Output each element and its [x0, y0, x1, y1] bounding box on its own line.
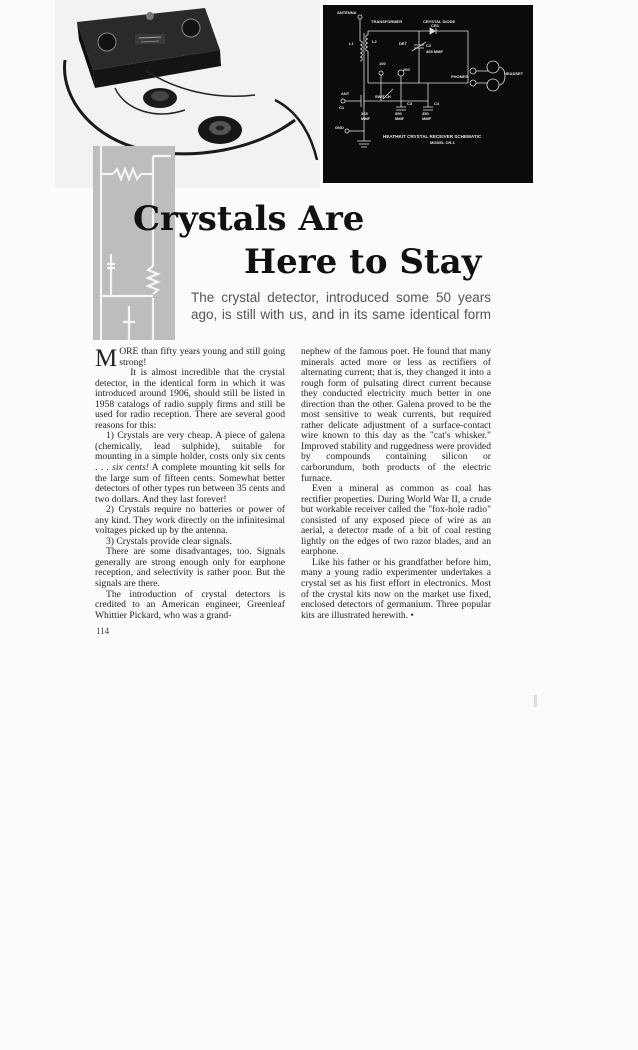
schematic-label-c1-value-a: 365 [361, 111, 368, 116]
schematic-label-ant: ANT [341, 91, 350, 96]
paragraph-3: 1) Crystals are very cheap. A piece of galena (chemically, lead sulphide), suitable for mounting in a simple holder, costs only six cents . . . six cents! A complete mounting kit sells for the large sum of fifteen cents. Somewhat better detectors of other types run between 35 cents and two dollars. And they last forever! [95, 430, 286, 505]
paragraph-6: There are some disadvantages, too. Signals generally are strong enough only for earphone reception, and selectivity is rather poor. But the signals are there. [95, 546, 285, 590]
schematic-label-l2: L2 [372, 39, 377, 44]
paragraph-9: Even a mineral as common as coal has rectifier properties. During World War II, a crude but workable receiver called the "fox-hole radio" consisted of any exposed piece of wire as an aerial, a detector made of a bit of coal resting lightly on the edges of two razor blades, and an earphone. [301, 483, 491, 558]
schematic-label-r200: 200 [403, 67, 410, 72]
schematic-label-switch: SWITCH [375, 94, 391, 99]
schematic-label-crystal-diode: CRYSTAL DIODE [423, 19, 456, 24]
schematic-label-gnd: GND [335, 125, 344, 130]
schematic-label-c2-value: 365 MMF [426, 49, 443, 54]
schematic-label-phones: PHONES [451, 74, 468, 79]
schematic-label-c2: C2 [426, 43, 432, 48]
paragraph-4: 2) Crystals require no batteries or power of any kind. They work directly on the infinitesimal voltages picked up by the antenna. [95, 504, 285, 537]
schematic-caption: HEATHKIT CRYSTAL RECEIVER SCHEMATIC [383, 134, 482, 139]
article-dek-line-1: The crystal detector, introduced some 50 years [191, 290, 491, 305]
schematic-label-headset: HEADSET [504, 71, 524, 76]
article-dek-line-2: ago, is still with us, and in its same identical form [191, 307, 491, 322]
paragraph-8: nephew of the famous poet. He found that many minerals acted more or less as rectifiers of alternating current; that is, they changed it into a rough form of pulsating direct current because they conducted electricity much better in one direction than the other. Galena proved to be the most sensitive to weak currents, but required rather delicate adjustment of a surface-contact wire known to this day as the "cat's whisker." Improved stability and ruggedness were provided by compounds containing silicon or carborundum, both products of the electric furnace. [301, 346, 491, 484]
schematic-label-l1: L1 [349, 41, 354, 46]
schematic-label-c3-value-b: MMF [395, 116, 405, 121]
schematic-label-c4: C4 [434, 101, 440, 106]
article-column-2 [301, 347, 491, 621]
schematic-label-antenna: ANTENNA [337, 10, 357, 15]
schematic-label-det: DET [399, 41, 407, 46]
schematic-label-cr1: CR1 [431, 23, 440, 28]
schematic-label-c3: C3 [407, 101, 413, 106]
schematic-label-c1: C1 [339, 105, 345, 110]
scan-mark [534, 695, 537, 707]
page-number: 114 [96, 626, 110, 636]
schematic-label-c3-value-a: 350 [395, 111, 402, 116]
schematic-label-c4-value-b: MMF [422, 116, 432, 121]
decorative-schematic-panel [93, 146, 175, 340]
paragraph-1: MORE than fifty years young and still going strong! [95, 345, 285, 372]
paragraph-2: It is almost incredible that the crystal detector, in the identical form in which it was introduced around 1906, should still be listed in 1958 catalogs of radio supply firms and still be used for radio reception. There are several good reasons for this: [95, 367, 285, 431]
receiver-schematic [323, 5, 533, 183]
schematic-label-r100: 100 [379, 61, 386, 66]
paragraph-5: 3) Crystals provide clear signals. [106, 535, 233, 547]
article-title-line-1: Crystals Are [133, 199, 365, 239]
schematic-model: MODEL CR-1 [430, 140, 455, 145]
paragraph-10: Like his father or his grandfather before him, many a young radio experimenter undertakes a crystal set as his first effort in electronics. Most of the crystal kits now on the market use fixed, enclosed detectors of germanium. Three popular kits are illustrated herewith. • [301, 556, 491, 621]
schematic-label-transformer: TRANSFORMER [371, 19, 403, 24]
schematic-label-c1-value-b: MMF [361, 116, 371, 121]
schematic-label-c4-value-a: 350 [422, 111, 429, 116]
article-column-1 [95, 347, 285, 621]
paragraph-7: The introduction of crystal detectors is credited to an American engineer, Greenleaf Whittier Pickard, who was a grand- [95, 588, 285, 621]
article-title-line-2: Here to Stay [244, 242, 482, 282]
drop-cap: M [95, 345, 118, 372]
